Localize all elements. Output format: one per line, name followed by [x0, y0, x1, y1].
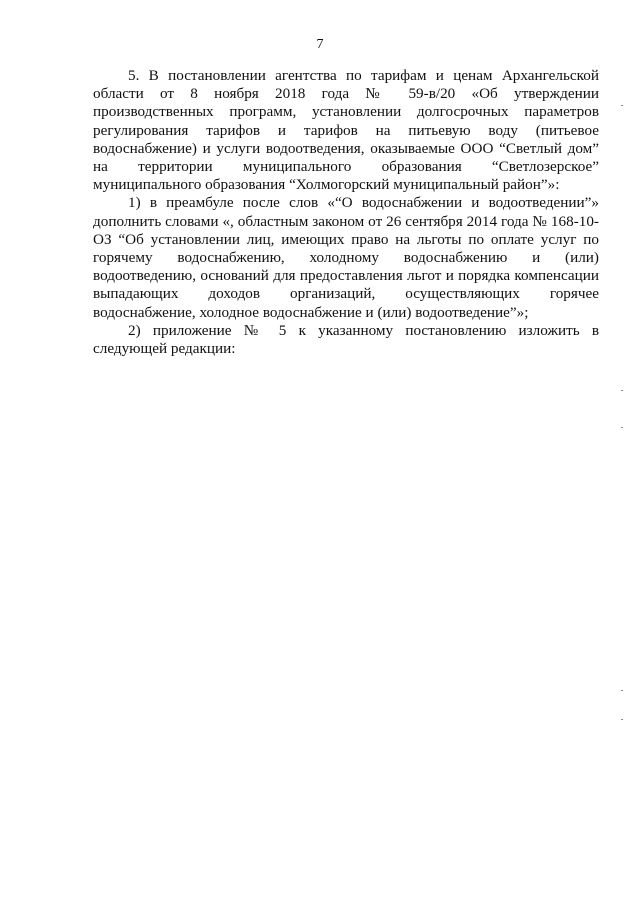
scan-edge-mark: [621, 719, 623, 720]
paragraph-subitem-2: 2) приложение № 5 к указанному постановлению изложить в следующей редакции:: [93, 321, 599, 358]
scan-edge-mark: [621, 390, 623, 391]
scan-edge-mark: [621, 690, 623, 691]
page-number: 7: [316, 37, 324, 52]
scan-edge-mark: [621, 427, 623, 428]
document-body: [93, 67, 599, 358]
scan-edge-mark: [621, 105, 623, 106]
paragraph-item-5: 5. В постановлении агентства по тарифам и ценам Архангельской области от 8 ноября 2018 года № 59-в/20 «Об утверждении производственных программ, установлении долгосрочных параметров регулирования тарифов и тарифов на питьевую воду (питьевое водоснабжение) и услуги водоотведения, оказываемые ООО “Светлый дом” на территории муниципального образования “Светлозерское” муниципального образования “Холмогорский муниципальный район”»:: [93, 67, 599, 194]
paragraph-subitem-1: 1) в преамбуле после слов «“О водоснабжении и водоотведении”» дополнить словами «, областным законом от 26 сентября 2014 года № 168-10-ОЗ “Об установлении лиц, имеющих право на льготы по оплате услуг по горячему водоснабжению, холодному водоснабжению и (или) водоотведению, оснований для предоставления льгот и порядка компенсации выпадающих доходов организаций, осуществляющих горячее водоснабжение, холодное водоснабжение и (или) водоотведение”»;: [93, 194, 599, 321]
